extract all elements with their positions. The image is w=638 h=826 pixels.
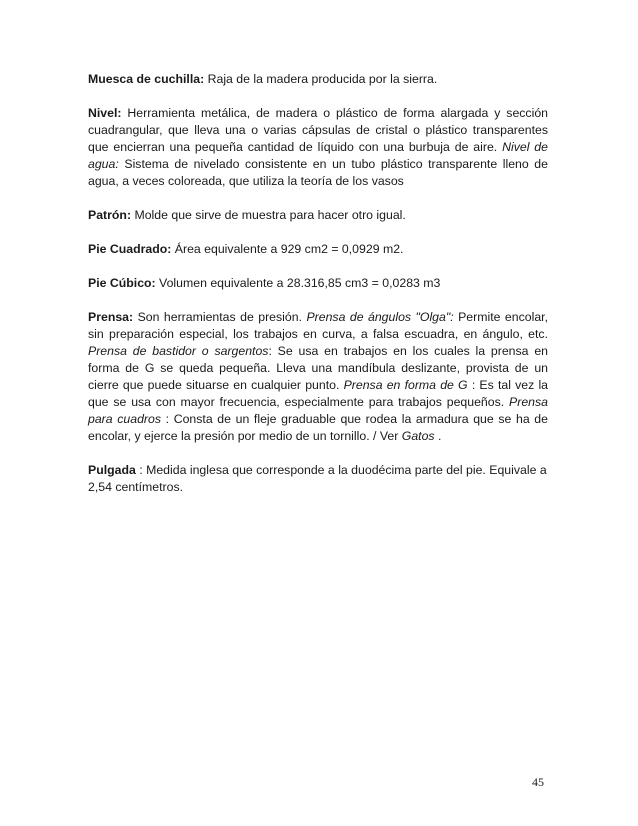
entry-term: Pie Cúbico: (88, 276, 156, 290)
entry-definition: Herramienta metálica, de madera o plástico de forma alargada y sección cuadrangular, que lleva una o varias cápsulas de cristal o plástico transparentes que encierran una pequeña cantidad de líquido con una burbuja de aire. (88, 106, 548, 154)
entry-pie-cubico (88, 275, 548, 292)
entry-definition: : Medida inglesa que corresponde a la duodécima parte del pie. Equivale a 2,54 centímetros. (88, 463, 547, 494)
entry-patron (88, 207, 548, 224)
entry-term: Patrón: (88, 208, 132, 222)
entry-definition: Molde que sirve de muestra para hacer otro igual. (131, 208, 406, 222)
entry-subterm: Prensa para cuadros (88, 395, 548, 426)
entry-term: Pulgada (88, 463, 136, 477)
entry-subdefinition: : Consta de un fleje graduable que rodea la armadura que se ha de encolar, y ejerce la presión por medio de un tornillo. / Ver (88, 412, 548, 443)
entry-term: Prensa: (88, 310, 134, 324)
entry-definition: Área equivalente a 929 cm2 = 0,0929 m2. (171, 242, 404, 256)
entry-prensa (88, 309, 548, 445)
entry-subdefinition: . (434, 429, 442, 443)
entry-subterm: Prensa de ángulos "Olga": (306, 310, 454, 324)
glossary-content (88, 71, 548, 513)
entry-pulgada (88, 462, 548, 496)
entry-subterm: Prensa en forma de G (343, 378, 468, 392)
entry-pie-cuadrado (88, 241, 548, 258)
page-number: 45 (532, 775, 544, 789)
entry-subdefinition: Permite encolar, sin preparación especial, los trabajos en curva, a falsa escuadra, en ángulo, etc. (88, 310, 548, 341)
entry-term: Pie Cuadrado: (88, 242, 172, 256)
entry-nivel (88, 105, 548, 190)
entry-term: Muesca de cuchilla: (88, 72, 205, 86)
entry-subterm: Prensa de bastidor o sargentos (88, 344, 269, 358)
entry-subdefinition: Sistema de nivelado consistente en un tubo plástico transparente lleno de agua, a veces coloreada, que utiliza la teoría de los vasos (88, 157, 548, 188)
entry-subdefinition: : Se usa en trabajos en los cuales la prensa en forma de G se queda pequeña. Lleva una mandíbula deslizante, provista de un cierre que puede situarse en cualquier punto. (88, 344, 548, 392)
entry-definition: Raja de la madera producida por la sierra. (204, 72, 438, 86)
entry-definition: Son herramientas de presión. (133, 310, 307, 324)
entry-subterm: Nivel de agua: (88, 140, 548, 171)
entry-definition: Volumen equivalente a 28.316,85 cm3 = 0,0283 m3 (155, 276, 441, 290)
entry-subdefinition: : Es tal vez la que se usa con mayor frecuencia, especialmente para trabajos pequeños. (88, 378, 549, 409)
entry-term: Nivel: (88, 106, 122, 120)
cross-reference: Gatos (401, 429, 435, 443)
entry-muesca-de-cuchilla (88, 71, 548, 88)
